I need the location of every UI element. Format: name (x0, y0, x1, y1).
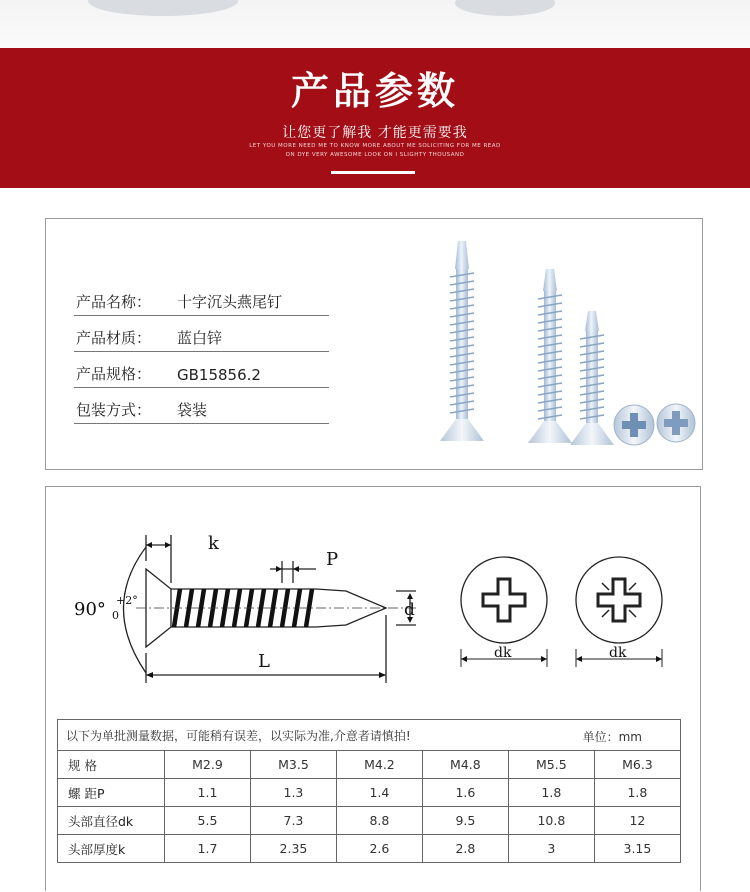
row-header: 螺 距P (58, 779, 165, 807)
dim-label-p: P (326, 549, 339, 570)
screw-short (570, 311, 614, 445)
table-cell: 2.8 (422, 835, 508, 863)
table-cell: 9.5 (422, 807, 508, 835)
spec-table (57, 719, 681, 863)
dim-label-k: k (208, 533, 219, 554)
info-row-material (74, 325, 329, 352)
table-row (58, 779, 681, 807)
section-banner (0, 48, 750, 188)
dim-label-dk: dk (609, 645, 627, 661)
table-cell: M6.3 (594, 751, 680, 779)
table-cell: 10.8 (508, 807, 594, 835)
table-cell: 2.6 (336, 835, 422, 863)
screw-photo-fragment (455, 0, 555, 16)
screw-product-image (436, 233, 696, 463)
table-cell: 2.35 (250, 835, 336, 863)
dim-label-d: d (404, 600, 415, 620)
info-row-name (74, 289, 329, 316)
table-row (58, 807, 681, 835)
screw-tall (440, 241, 484, 441)
head-view-cross-recess (461, 557, 547, 667)
info-row-spec (74, 361, 329, 388)
dim-label-angle: 90° (74, 599, 106, 620)
info-label: 产品材质： (76, 329, 152, 347)
table-cell: 1.3 (250, 779, 336, 807)
table-cell: M3.5 (250, 751, 336, 779)
screw-photo-fragment (88, 0, 238, 16)
dim-label-dk: dk (494, 645, 512, 661)
dim-label-angle-minus: 0 (112, 609, 119, 622)
table-cell: M4.8 (422, 751, 508, 779)
table-cell: 1.8 (508, 779, 594, 807)
info-value: 十字沉头燕尾钉 (177, 293, 283, 311)
table-unit: 单位：mm (582, 730, 642, 744)
table-cell: 5.5 (165, 807, 251, 835)
info-value: GB15856.2 (177, 366, 261, 384)
table-note-row (58, 720, 681, 751)
arrowheads (146, 542, 413, 678)
dimension-diagram (46, 487, 700, 717)
screw-head-top-view (614, 405, 654, 445)
dim-label-angle-plus: +2° (116, 594, 138, 607)
banner-english-line: ON DYE VERY AWESOME LOOK ON I SLIGHTY THOUSAND (285, 152, 465, 158)
table-note: 以下为单批测量数据，可能稍有误差，以实际为准,介意者请慎拍! (66, 728, 411, 743)
table-cell: 1.8 (594, 779, 680, 807)
head-view-pozi-recess (576, 557, 662, 667)
table-cell: 8.8 (336, 807, 422, 835)
info-label: 产品规格： (76, 365, 152, 383)
info-row-packaging (74, 397, 329, 424)
banner-title: 产品参数 (290, 69, 459, 113)
dim-label-l: L (258, 651, 270, 672)
table-cell: 1.4 (336, 779, 422, 807)
table-cell: 1.1 (165, 779, 251, 807)
banner-subtitle: 让您更了解我 才能更需要我 (282, 125, 468, 141)
screw-medium (528, 269, 572, 443)
table-cell: M4.2 (336, 751, 422, 779)
info-label: 包装方式： (76, 401, 152, 419)
product-info-box (45, 218, 703, 470)
banner-divider (331, 171, 415, 174)
row-header: 头部直径dk (58, 807, 165, 835)
table-row (58, 751, 681, 779)
info-label: 产品名称： (76, 293, 152, 311)
table-cell: 1.6 (422, 779, 508, 807)
table-cell: 3.15 (594, 835, 680, 863)
table-cell: M5.5 (508, 751, 594, 779)
table-cell: 12 (594, 807, 680, 835)
row-header: 规 格 (58, 751, 165, 779)
banner-english-line: LET YOU MORE NEED ME TO KNOW MORE ABOUT ME SOLICITING FOR ME READ (249, 143, 501, 149)
screw-head-top-view (657, 404, 695, 442)
table-cell: 1.7 (165, 835, 251, 863)
table-cell: 3 (508, 835, 594, 863)
row-header: 头部厚度k (58, 835, 165, 863)
table-cell: M2.9 (165, 751, 251, 779)
table-row (58, 835, 681, 863)
table-cell: 7.3 (250, 807, 336, 835)
info-value: 袋装 (177, 401, 208, 419)
product-photo-strip (0, 0, 750, 48)
info-value: 蓝白锌 (177, 329, 223, 347)
